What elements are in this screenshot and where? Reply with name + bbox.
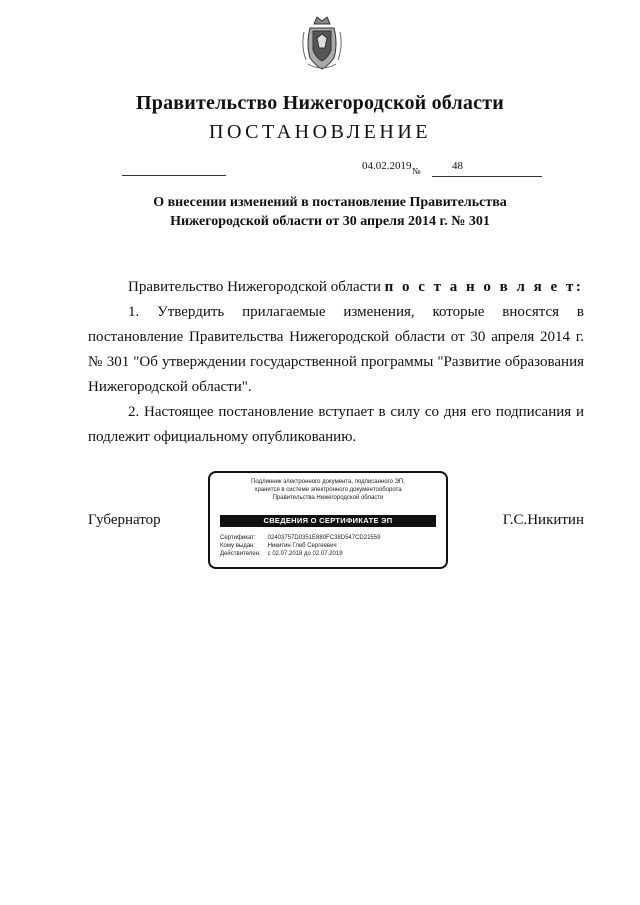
stamp-notice-line: Подлинник электронного документа, подписанного ЭП,	[251, 479, 405, 485]
stamp-notice	[218, 478, 438, 502]
document-type: ПОСТАНОВЛЕНИЕ	[209, 121, 431, 143]
item-2-paragraph: 2. Настоящее постановление вступает в силу со дня его подписания и подлежит официальному опубликованию.	[88, 404, 584, 445]
valid-row	[220, 550, 380, 558]
document-body	[88, 275, 584, 450]
document-number-label: №	[412, 166, 421, 176]
valid-value: с 02.07.2018 до 02.07.2019	[267, 551, 343, 557]
stamp-notice-line: Правительства Нижегородской области	[272, 495, 384, 501]
government-title: Правительство Нижегородской области	[136, 92, 504, 114]
signer-position: Губернатор	[88, 512, 161, 528]
intro-prefix: Правительство Нижегородской области	[128, 279, 381, 295]
signer-name: Г.С.Никитин	[502, 512, 584, 528]
intro-paragraph	[88, 275, 584, 300]
signature-blank-line	[122, 175, 226, 176]
heading-line: Нижегородской области от 30 апреля 2014 г. № 301	[170, 214, 490, 229]
cert-row	[220, 534, 380, 542]
cert-value: 02403757D0351E880FC38D547CD21559	[267, 535, 381, 541]
document-heading	[110, 193, 550, 231]
document-date: 04.02.2019	[362, 160, 412, 172]
stamp-title-bar: СВЕДЕНИЯ О СЕРТИФИКАТЕ ЭП	[220, 515, 436, 527]
valid-label: Действителен:	[220, 551, 261, 557]
stamp-notice-line: хранится в системе электронного документооборота	[254, 487, 402, 493]
document-number: 48	[432, 160, 542, 177]
coat-of-arms-emblem	[300, 14, 344, 72]
issued-row	[220, 542, 380, 550]
intro-decree-word: п о с т а н о в л я е т:	[384, 279, 584, 295]
issued-label: Кому выдан:	[220, 543, 256, 549]
item-1-paragraph: 1. Утвердить прилагаемые изменения, которые вносятся в постановление Правительства Нижегородской области от 30 апреля 2014 г. № 301 "Об утверждении государственной программы "Развитие образования Нижегородской области".	[88, 304, 584, 395]
stamp-details	[220, 534, 380, 558]
cert-label: Сертификат:	[220, 535, 256, 541]
heading-line: О внесении изменений в постановление Правительства	[153, 195, 507, 210]
issued-value: Никитин Глеб Сергеевич	[267, 543, 337, 549]
e-signature-stamp	[208, 471, 448, 569]
